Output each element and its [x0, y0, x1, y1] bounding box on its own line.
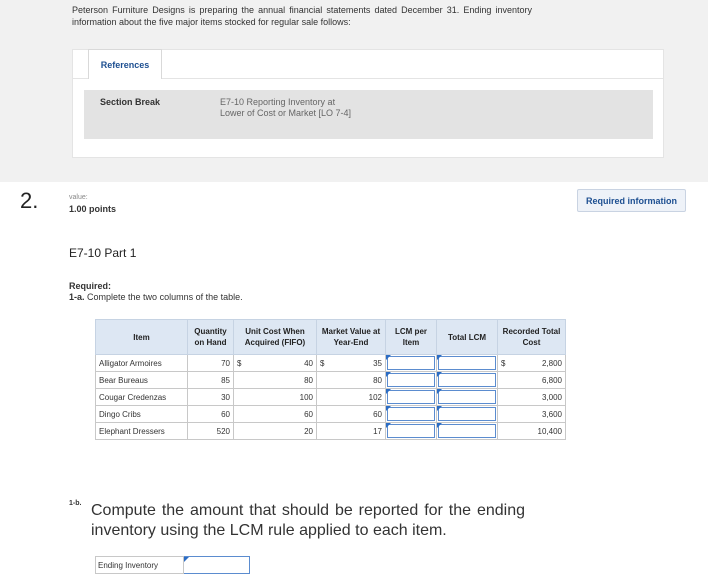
- currency-symbol: $: [501, 358, 506, 368]
- recorded-cost-cell: [498, 355, 566, 372]
- market-value-cell: 80: [317, 372, 386, 389]
- item-name: Bear Bureaus: [96, 372, 188, 389]
- total-lcm-field[interactable]: [438, 424, 496, 438]
- input-marker-icon: [437, 423, 442, 428]
- quantity-cell: 85: [188, 372, 234, 389]
- market-value-cell: 60: [317, 406, 386, 423]
- item-name: Cougar Credenzas: [96, 389, 188, 406]
- ending-inventory-label: Ending Inventory: [95, 556, 184, 574]
- required-label: Required:: [69, 281, 112, 291]
- ending-inventory-row: [95, 556, 250, 574]
- header-total-lcm: Total LCM: [437, 320, 498, 355]
- part-b-label: 1-b.: [69, 500, 82, 507]
- item-name: Elephant Dressers: [96, 423, 188, 440]
- table-header-row: [96, 320, 566, 355]
- instruction-prefix: 1-a.: [69, 292, 85, 302]
- input-marker-icon: [386, 355, 391, 360]
- total-lcm-field[interactable]: [438, 356, 496, 370]
- required-information-button[interactable]: Required information: [577, 189, 686, 212]
- section-break-description: E7-10 Reporting Inventory at Lower of Cost or Market [LO 7-4]: [220, 97, 352, 118]
- input-marker-icon: [437, 389, 442, 394]
- header-quantity: Quantity on Hand: [188, 320, 234, 355]
- total-lcm-field[interactable]: [438, 373, 496, 387]
- quantity-cell: 70: [188, 355, 234, 372]
- ending-inventory-input[interactable]: [184, 556, 250, 574]
- total-lcm-input[interactable]: [437, 423, 498, 440]
- lcm-per-item-input[interactable]: [386, 406, 437, 423]
- recorded-cost-cell: 6,800: [498, 372, 566, 389]
- lcm-per-item-field[interactable]: [387, 390, 435, 404]
- item-name: Dingo Cribs: [96, 406, 188, 423]
- instruction-text: Complete the two columns of the table.: [87, 292, 243, 302]
- total-lcm-input[interactable]: [437, 372, 498, 389]
- unit-cost-value: 40: [304, 358, 313, 368]
- header-item: Item: [96, 320, 188, 355]
- unit-cost-cell: 100: [234, 389, 317, 406]
- lcm-per-item-field[interactable]: [387, 356, 435, 370]
- unit-cost-cell: 60: [234, 406, 317, 423]
- unit-cost-cell: 80: [234, 372, 317, 389]
- total-lcm-input[interactable]: [437, 355, 498, 372]
- market-value-cell: 102: [317, 389, 386, 406]
- tab-references[interactable]: References: [88, 49, 162, 79]
- market-value-cell: 17: [317, 423, 386, 440]
- recorded-cost-cell: 10,400: [498, 423, 566, 440]
- table-row: [96, 389, 566, 406]
- recorded-cost-value: 2,800: [541, 358, 562, 368]
- input-marker-icon: [386, 372, 391, 377]
- header-unit-cost: Unit Cost When Acquired (FIFO): [234, 320, 317, 355]
- lcm-per-item-input[interactable]: [386, 423, 437, 440]
- lcm-per-item-field[interactable]: [387, 424, 435, 438]
- quantity-cell: 520: [188, 423, 234, 440]
- quantity-cell: 60: [188, 406, 234, 423]
- lcm-per-item-input[interactable]: [386, 372, 437, 389]
- currency-symbol: $: [320, 358, 325, 368]
- market-value: 35: [373, 358, 382, 368]
- input-marker-icon: [437, 355, 442, 360]
- table-row: [96, 406, 566, 423]
- input-marker-icon: [437, 406, 442, 411]
- input-marker-icon: [184, 557, 189, 562]
- recorded-cost-cell: 3,600: [498, 406, 566, 423]
- header-recorded-total-cost: Recorded Total Cost: [498, 320, 566, 355]
- section-break-label: Section Break: [100, 97, 161, 107]
- lcm-per-item-field[interactable]: [387, 373, 435, 387]
- table-row: [96, 423, 566, 440]
- header-lcm-per-item: LCM per Item: [386, 320, 437, 355]
- header-market-value: Market Value at Year-End: [317, 320, 386, 355]
- part-b-question: Compute the amount that should be reported for the ending inventory using the LCM rule applied to each item.: [91, 502, 525, 539]
- total-lcm-field[interactable]: [438, 407, 496, 421]
- table-row: [96, 355, 566, 372]
- quantity-cell: 30: [188, 389, 234, 406]
- question-number: 2.: [20, 188, 39, 213]
- instruction: [69, 292, 243, 302]
- table-row: [96, 372, 566, 389]
- section-break-panel: [84, 90, 653, 139]
- item-name: Alligator Armoires: [96, 355, 188, 372]
- input-marker-icon: [386, 406, 391, 411]
- input-marker-icon: [437, 372, 442, 377]
- market-value-cell: [317, 355, 386, 372]
- unit-cost-cell: 20: [234, 423, 317, 440]
- lcm-per-item-field[interactable]: [387, 407, 435, 421]
- total-lcm-input[interactable]: [437, 406, 498, 423]
- points-value: 1.00 points: [69, 204, 117, 214]
- currency-symbol: $: [237, 358, 242, 368]
- input-marker-icon: [386, 423, 391, 428]
- unit-cost-cell: [234, 355, 317, 372]
- intro-text: Peterson Furniture Designs is preparing the annual financial statements dated December 31. Ending inventory information about the five major items stocked for regular sale follows:: [72, 5, 532, 27]
- value-label: value:: [69, 194, 88, 201]
- total-lcm-field[interactable]: [438, 390, 496, 404]
- references-panel: [72, 49, 664, 158]
- lcm-per-item-input[interactable]: [386, 355, 437, 372]
- lcm-table: [95, 319, 566, 440]
- total-lcm-input[interactable]: [437, 389, 498, 406]
- part-title: E7-10 Part 1: [69, 246, 137, 260]
- input-marker-icon: [386, 389, 391, 394]
- recorded-cost-cell: 3,000: [498, 389, 566, 406]
- lcm-per-item-input[interactable]: [386, 389, 437, 406]
